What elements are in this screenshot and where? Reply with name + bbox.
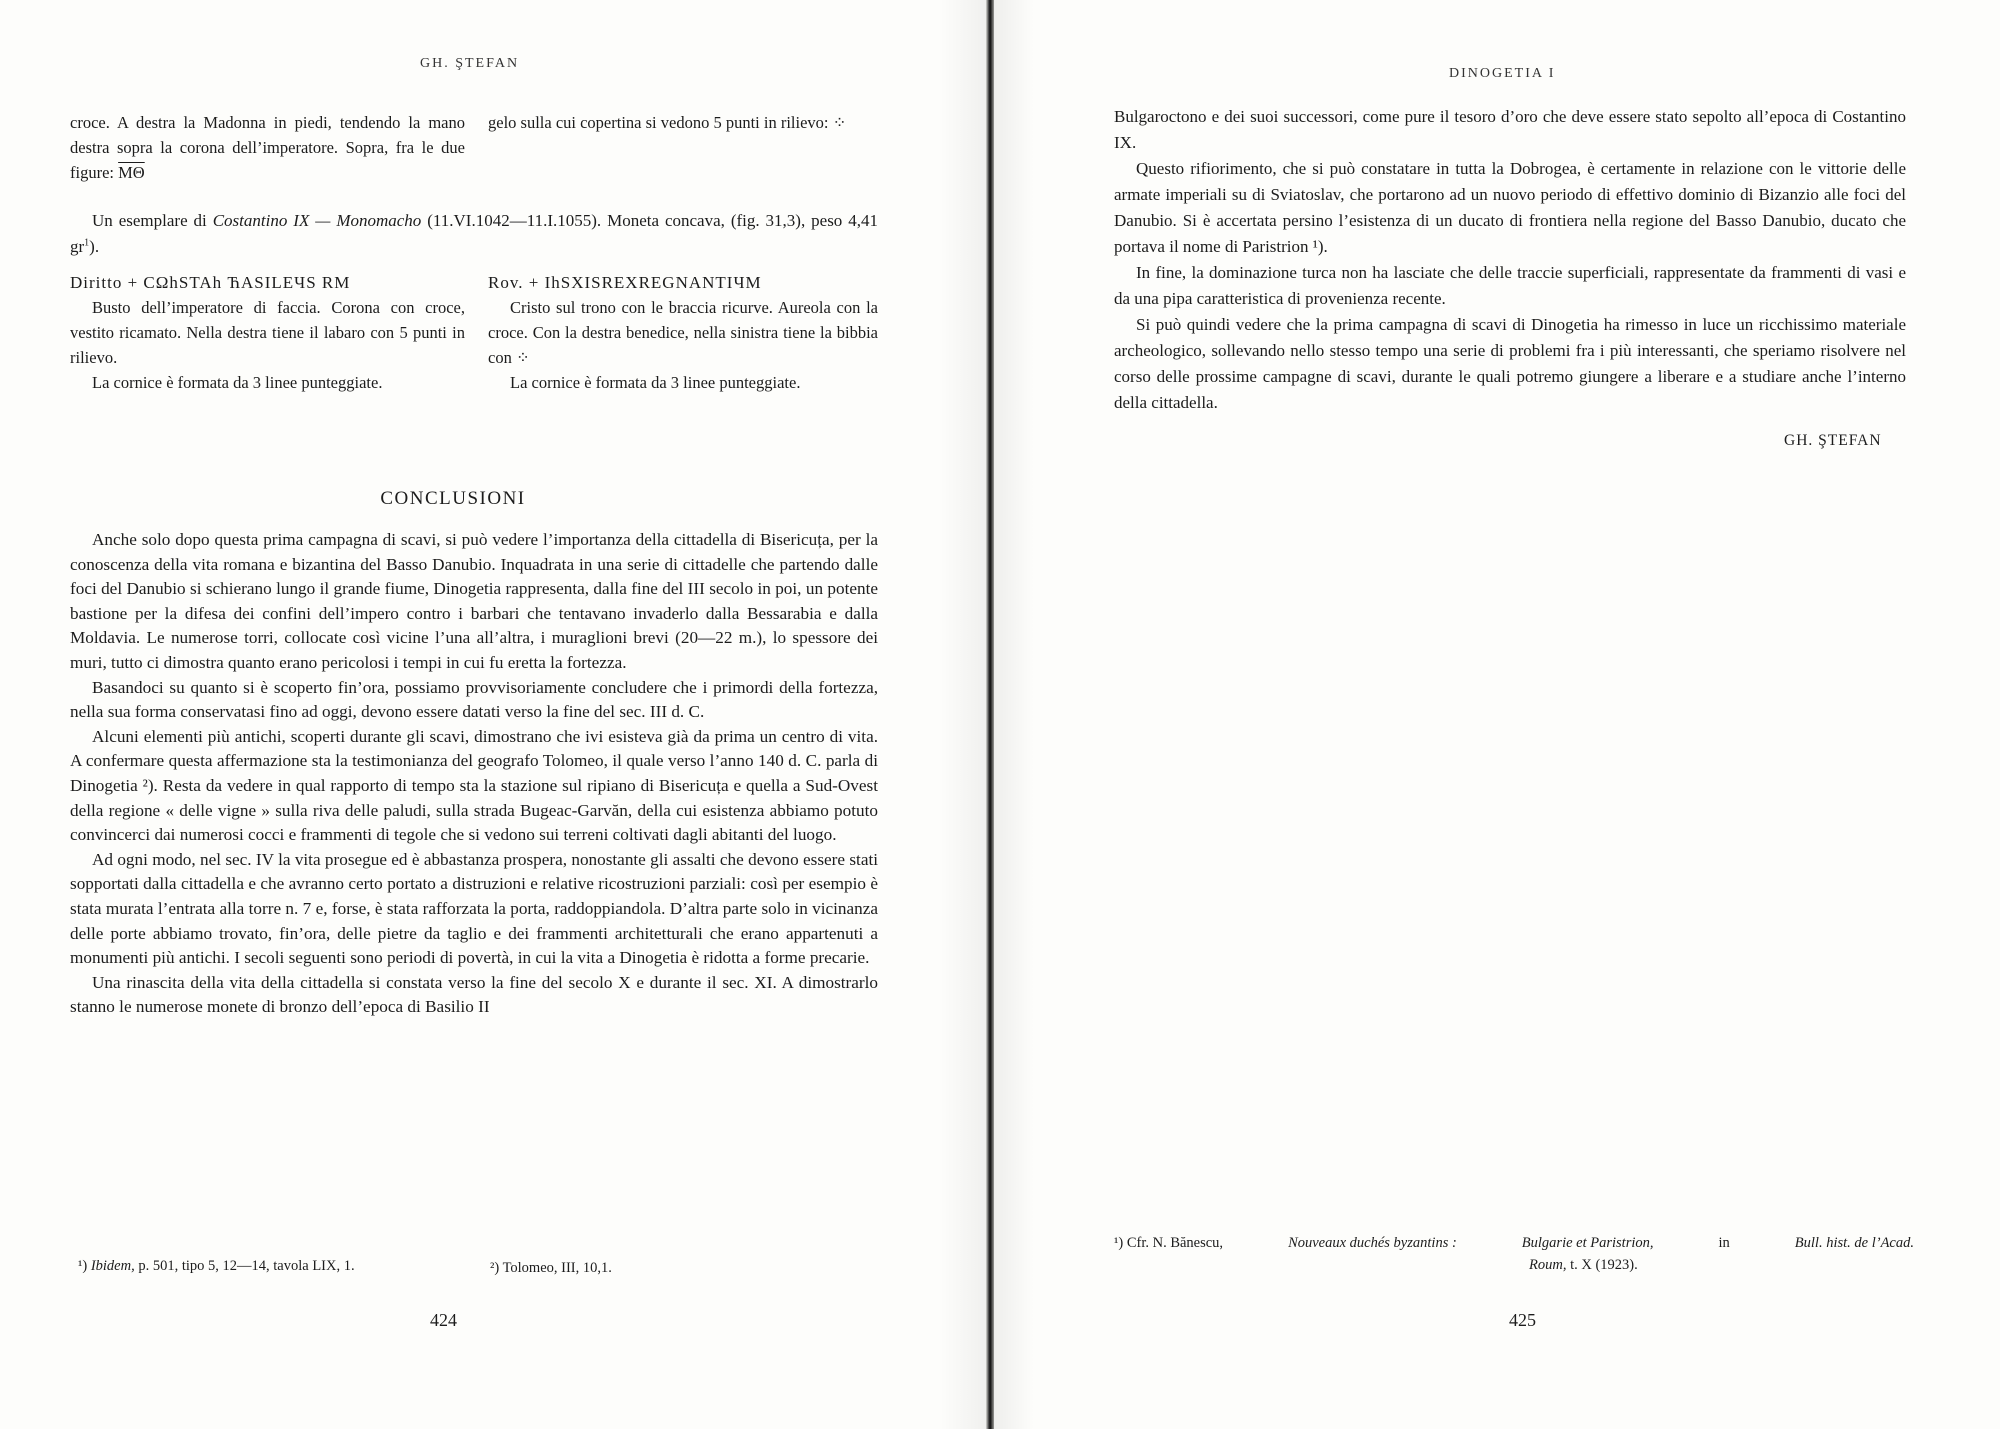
conclusioni-body	[70, 528, 878, 1020]
right-body	[1114, 104, 1906, 416]
esemplare-details: (11.VI.1042—11.I.1055). Moneta concava, (fig. 31,3), peso 4,41 gr	[70, 211, 878, 256]
left-page	[0, 0, 986, 1429]
paragraph: Anche solo dopo questa prima campagna di scavi, si può vedere l’importanza della cittadella di Bisericuța, per la conoscenza della vita romana e bizantina del Basso Danubio. Inquadrata in una serie di cittadelle che partendo dalle foci del Danubio si schierano lungo il grande fiume, Dinogetia rappresenta, dalla fine del III secolo in poi, un potente bastione per la difesa dei confini dell’impero contro i barbari che tentavano invaderlo dalla Bessarabia e dalla Moldavia. Le numerose torri, collocate così vicine l’una all’altra, i muraglioni brevi (20—22 m.), lo spessore dei muri, tutto ci dimostra quanto erano pericolosi i tempi in cui fu eretta la fortezza.	[70, 530, 878, 672]
paragraph: Bulgaroctono e dei suoi successori, come pure il tesoro d’oro che deve essere stato sepolto all’epoca di Costantino IX.	[1114, 107, 1906, 152]
reverse-description	[488, 270, 878, 395]
footnote-line-2	[1114, 1254, 1914, 1276]
footnote-mark: ¹)	[1114, 1235, 1124, 1251]
footnote-1-mark: ¹)	[78, 1258, 88, 1274]
footnote-1	[78, 1258, 355, 1275]
footnote-subtitle: Bulgarie et Paristrion,	[1521, 1235, 1654, 1251]
right-running-head: DINOGETIA I	[1449, 66, 1556, 81]
reverse-heading: Rov. + IhSXISREXREGNANTIЧM	[488, 273, 762, 292]
footnote-in: in	[1718, 1235, 1730, 1251]
obverse-heading: Diritto + CΩhSTAh ЋASILEЧS RM	[70, 273, 351, 292]
reverse-text: Cristo sul trono con le braccia ricurve. Aureola con la croce. Con la destra benedice, nella sinistra tiene la bibbia con ⁘	[488, 298, 878, 367]
paragraph: Una rinascita della vita della cittadella si constata verso la fine del secolo X e durante il sec. XI. A dimostrarlo stanno le numerose monete di bronzo dell’epoca di Basilio II	[70, 972, 878, 1017]
page-number-right: 425	[1509, 1310, 1536, 1330]
footnote-ref-1: 1	[84, 237, 90, 249]
footnote-author: Cfr. N. Bănescu,	[1126, 1235, 1224, 1251]
paragraph: Basandoci su quanto si è scoperto fin’ora, possiamo provvisoriamente concludere che i primordi della fortezza, nella sua forma conservatasi fino ad oggi, devono essere datati verso la fine del sec. III d. C.	[70, 677, 878, 722]
footnote-1-ibidem: Ibidem,	[90, 1258, 135, 1274]
coin-top-text-left: croce. A destra la Madonna in piedi, tendendo la mano destra sopra la corona dell’imperatore. Sopra, fra le due figure:	[70, 113, 465, 182]
right-page	[994, 0, 2000, 1429]
footnote-2-text: Tolomeo, III, 10,1.	[502, 1260, 612, 1276]
coin-monogram: $\overline{M\Theta}$	[118, 163, 145, 182]
coin-description-continued-left	[70, 110, 465, 185]
footnote-line-1	[1114, 1232, 1914, 1254]
book-gutter	[986, 0, 994, 1429]
footnote-journal-cont: Roum,	[1529, 1257, 1567, 1273]
right-footnote	[1114, 1232, 1914, 1276]
footnote-journal: Bull. hist. de l’Acad.	[1794, 1235, 1914, 1251]
footnote-1-text: p. 501, tipo 5, 12—14, tavola LIX, 1.	[138, 1258, 355, 1274]
footnote-title: Nouveaux duchés byzantins :	[1288, 1235, 1457, 1251]
coin-entry-costantino-ix	[70, 208, 878, 260]
paragraph: Questo rifiorimento, che si può constatare in tutta la Dobrogea, è certamente in relazione con le vittorie delle armate imperiali su di Sviatoslav, che portarono ad un nuovo periodo di effettivo dominio di Bizanzio alle foci del Danubio. Si è accertata persino l’esistenza di un ducato di frontiera nella regione del Basso Danubio, ducato che portava il nome di Paristrion ¹).	[1114, 159, 1906, 256]
paragraph: Alcuni elementi più antichi, scoperti durante gli scavi, dimostrano che ivi esisteva già da prima un centro di vita. A confermare questa affermazione sta la testimonianza del geografo Tolomeo, il quale verso l’anno 140 d. C. parla di Dinogetia ²). Resta da vedere in qual rapporto di tempo sta la stazione sul ripiano di Bisericuța e quella a Sud-Ovest della regione « delle vigne » sulla riva delle paludi, sulla strada Bugeac-Garvăn, della cui esistenza abbiamo potuto convincerci dai numerosi cocci e frammenti di tegole che si vedono sui terreni coltivati dagli abitanti del luogo.	[70, 726, 878, 845]
esemplare-end: ).	[89, 237, 100, 256]
emperor-name: Costantino IX — Monomacho	[212, 211, 422, 230]
reverse-frame: La cornice è formata da 3 linee punteggiate.	[510, 373, 801, 392]
esemplare-intro: Un esemplare di	[92, 211, 207, 230]
coin-top-text-right: gelo sulla cui copertina si vedono 5 punti in rilievo: ⁘	[488, 113, 847, 132]
paragraph: Si può quindi vedere che la prima campagna di scavi di Dinogetia ha rimesso in luce un ricchissimo materiale archeologico, sollevando nello stesso tempo una serie di problemi fra i più interessanti, che speriamo risolvere nel corso delle prossime campagne di scavi, durante le quali potremo giungere a liberare e a studiare anche l’interno della cittadella.	[1114, 315, 1906, 412]
footnote-volume: t. X (1923).	[1570, 1257, 1638, 1273]
obverse-text: Busto dell’imperatore di faccia. Corona con croce, vestito ricamato. Nella destra tiene il labaro con 5 punti in rilievo.	[70, 298, 465, 367]
section-heading-conclusioni: CONCLUSIONI	[380, 488, 526, 509]
obverse-description	[70, 270, 465, 395]
footnote-2	[490, 1260, 612, 1277]
coin-description-continued-right	[488, 110, 878, 135]
footnote-2-mark: ²)	[490, 1260, 500, 1276]
paragraph: Ad ogni modo, nel sec. IV la vita prosegue ed è abbastanza prospera, nonostante gli assalti che devono essere stati sopportati dalla cittadella e che avranno certo portato a distruzioni e relative ricostruzioni parziali: così per esempio è stata murata l’entrata alla torre n. 7 e, forse, è stata rafforzata la porta, raddoppiandola. D’altra parte solo in vicinanza delle porte abbiamo trovato, fin’ora, delle pietre da taglio e dei frammenti architetturali che erano appartenuti a monumenti più antichi. I secoli seguenti sono periodi di povertà, in cui la vita a Dinogetia è ridotta a forme precarie.	[70, 849, 878, 968]
author-signature: GH. ŞTEFAN	[1784, 432, 1882, 449]
obverse-frame: La cornice è formata da 3 linee punteggiate.	[92, 373, 383, 392]
left-running-head: GH. ŞTEFAN	[420, 56, 520, 71]
page-number-left: 424	[430, 1310, 457, 1330]
paragraph: In fine, la dominazione turca non ha lasciate che delle traccie superficiali, rappresentate da frammenti di vasi e da una pipa caratteristica di provenienza recente.	[1114, 263, 1906, 308]
